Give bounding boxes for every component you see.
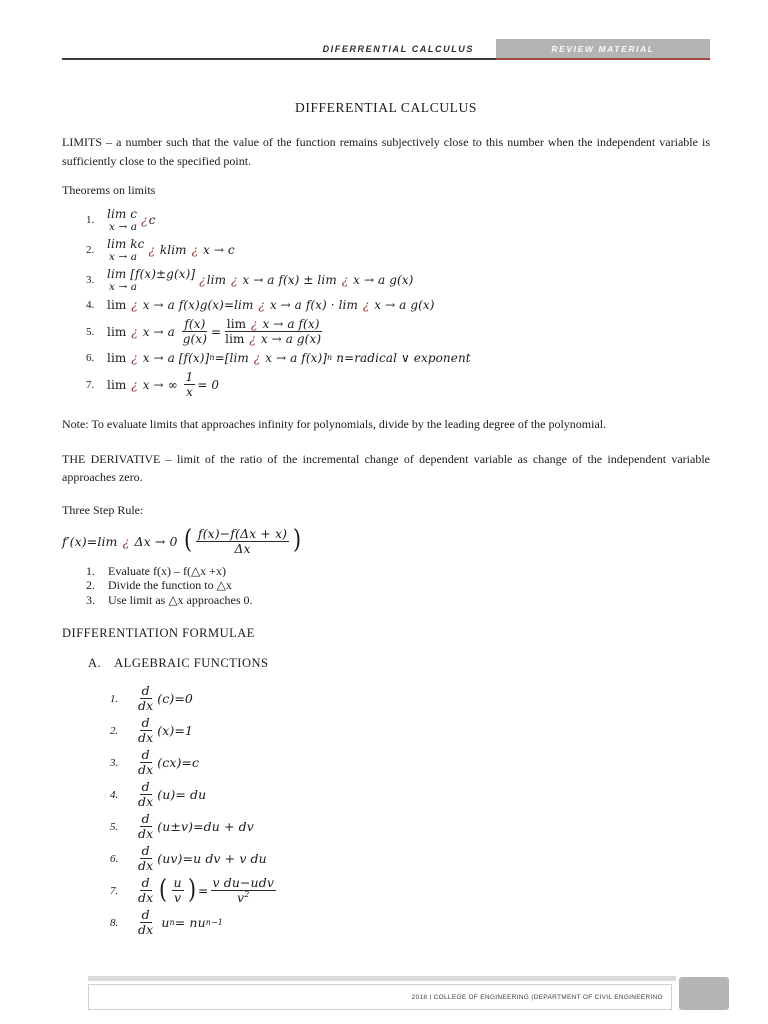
- formula-item: [110, 684, 710, 713]
- formula-number: 6.: [110, 852, 119, 865]
- page-content: [62, 0, 710, 940]
- step-text: Evaluate f(x) – f(△x +x): [108, 563, 226, 578]
- formula-item: [110, 748, 710, 777]
- theorem-formula: lim ¿ x → a f(x)g(x)=lim ¿ x → a f(x) · lim ¿ x → a g(x): [107, 298, 435, 312]
- footer-text: 2018 I COLLEGE OF ENGINEERING (DEPARTMENT OF CIVIL ENGINEERING: [411, 993, 663, 1001]
- step-number: 3.: [86, 592, 95, 607]
- formula-item: [110, 780, 710, 809]
- derivative-formula: $\frac{d}{dx}$ ( $\frac{u}{v}$ ) = $\frac{\text{v du−udv}}{v^2}$: [138, 874, 274, 905]
- header-rule-dark: [62, 58, 496, 60]
- theorem-number: 1.: [86, 214, 95, 226]
- formula-number: 4.: [110, 788, 119, 801]
- section-a-label: A.: [88, 656, 102, 670]
- derivative-limit-formula: f′(x)=lim ¿ Δx → 0 ( $\frac{f(x)-f(\Delta x + x)}{\Delta x}$ ): [62, 525, 302, 556]
- step-item: [86, 593, 710, 608]
- derivative-formula: $\frac{d}{dx}$ (cx)=c: [138, 747, 200, 777]
- derivative-formula: $\frac{d}{dx}$ (u±v)=du + dv: [138, 811, 254, 841]
- formula-number: 3.: [110, 756, 119, 769]
- three-step-list: [62, 564, 710, 608]
- derivative-formula: $\frac{d}{dx}$ (x)=1: [138, 715, 193, 745]
- header-rule: [62, 58, 710, 60]
- theorem-number: 6.: [86, 352, 95, 364]
- step-text: Divide the function to △x: [108, 578, 232, 592]
- formula-item: [110, 876, 710, 905]
- differentiation-heading: DIFFERENTIATION FORMULAE: [62, 626, 255, 640]
- theorem-item: [86, 297, 710, 313]
- formula-item: [110, 908, 710, 937]
- three-step-heading: Three Step Rule:: [62, 502, 144, 517]
- formula-item: [110, 844, 710, 873]
- footer-divider-bar: [88, 976, 676, 981]
- formula-number: 7.: [110, 884, 119, 897]
- theorem-item: [86, 317, 710, 346]
- theorem-item: [86, 237, 710, 263]
- theorem-formula: lim [f(x)±g(x)] x → a ¿ lim ¿ x → a f(x) ± lim ¿ x → a g(x): [107, 267, 414, 293]
- formula-number: 2.: [110, 724, 119, 737]
- step-item: [86, 564, 710, 579]
- page-header: [62, 39, 710, 58]
- theorem-item: [86, 350, 710, 366]
- theorem-item: [86, 370, 710, 399]
- footer-page-tab: [679, 977, 729, 1010]
- header-review-badge: REVIEW MATERIAL: [496, 39, 710, 58]
- derivative-formula: $\frac{d}{dx}$ (u)= du: [138, 779, 207, 809]
- theorem-formula: lim ¿ x → a $\frac{f(x)}{g(x)}$ = $\frac{\text{lim ¿ x → a f(x)}}{\text{lim ¿ x → a g(x)}}$: [107, 317, 322, 346]
- theorem-number: 3.: [86, 274, 95, 286]
- formula-number: 1.: [110, 692, 119, 705]
- step-number: 1.: [86, 563, 95, 578]
- section-a-title: ALGEBRAIC FUNCTIONS: [114, 656, 269, 670]
- limits-definition: LIMITS – a number such that the value of the function remains subjectively close to this number when the independent variable is sufficiently close to the specified point.: [62, 135, 710, 168]
- note-paragraph: Note: To evaluate limits that approaches infinity for polynomials, divide by the leading degree of the polynomial.: [62, 417, 607, 431]
- algebraic-formulas-list: [62, 684, 710, 937]
- derivative-definition: THE DERIVATIVE – limit of the ratio of the incremental change of dependent variable as change of the independent variable approaches zero.: [62, 451, 710, 484]
- theorems-list: [62, 207, 710, 399]
- section-a-heading: [62, 656, 710, 671]
- header-running-title: DIFERRENTIAL CALCULUS: [322, 43, 474, 54]
- formula-item: [110, 716, 710, 745]
- theorems-heading: Theorems on limits: [62, 183, 156, 197]
- step-text: Use limit as △x approaches 0.: [108, 592, 253, 607]
- theorem-item: [86, 267, 710, 293]
- derivative-formula: $\frac{d}{dx}$ (uv)=u dv + v du: [138, 843, 267, 873]
- theorem-item: [86, 207, 710, 233]
- derivative-formula: $\frac{d}{dx}$ u n = nu n−1: [138, 907, 223, 937]
- theorem-formula: lim ¿ x → ∞ $\frac{1}{x}$ = 0: [107, 370, 220, 399]
- formula-number: 8.: [110, 916, 119, 929]
- page-title: DIFFERENTIAL CALCULUS: [295, 100, 477, 115]
- theorem-number: 7.: [86, 378, 95, 391]
- theorem-number: 4.: [86, 299, 95, 311]
- theorem-formula: lim c x → a ¿ c: [107, 207, 156, 233]
- step-number: 2.: [86, 578, 95, 592]
- header-rule-red: [496, 58, 710, 60]
- formula-number: 5.: [110, 820, 119, 833]
- derivative-formula: $\frac{d}{dx}$ (c)=0: [138, 683, 193, 713]
- theorem-number: 2.: [86, 244, 95, 256]
- theorem-formula: lim ¿ x → a [f(x)] n =[lim ¿ x → a f(x)] n n=radical ∨ exponent: [107, 351, 471, 365]
- three-step-formula: [62, 527, 710, 556]
- footer-box: [88, 984, 672, 1010]
- step-item: [86, 578, 710, 593]
- theorem-formula: lim kc x → a ¿ klim ¿ x → c: [107, 237, 235, 263]
- formula-item: [110, 812, 710, 841]
- theorem-number: 5.: [86, 325, 95, 338]
